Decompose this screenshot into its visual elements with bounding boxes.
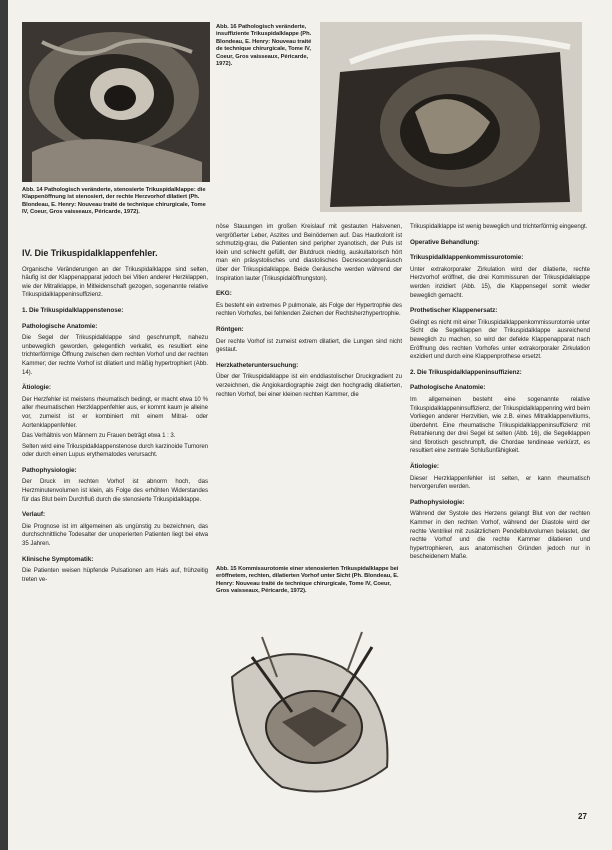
paragraph: Es besteht ein extremes P pulmonale, als Folge der Hypertrophie des rechten Vorhofes, bei fehlenden Zeichen der Rechtsherzhypertrophie.	[216, 301, 402, 318]
subheading: Ätiologie:	[410, 463, 439, 471]
figure-15-caption: Abb. 15 Kommissurotomie einer stenosierten Trikuspidalklappe bei eröffnetem, rechten, dilatierten Vorhof unter Sicht (Ph. Blondeau, E. Henry: Nouveau traité de technique chirurgicale, Tome IV, Coeur, Gros vaisseaux, Péricarde, 1972).	[216, 566, 399, 595]
paragraph: Im allgemeinen besteht eine sogenannte relative Trikuspidalklappeninsuffizienz, der Trikuspidalklappenring wird beim Vorliegen anderer Herzvitien, wie z.B. eines Mitralklappenvitiums, überdehnt. Eine rheumatische Trikuspidalklappeninsuffizienz mit Retrahierung der drei Segel ist selten (Abb. 16), die Segelklappen sind fibrotisch geschrumpft, die Chordae tendineae verkürzt, es resultiert eine zentrale Schlußunfähigkeit.	[410, 395, 590, 455]
paragraph: Die Prognose ist im allgemeinen als ungünstig zu bezeichnen, das durchschnittliche Todesalter der unoperierten Patienten liegt bei etwa 35 Jahren.	[22, 522, 208, 548]
figure-16-caption: Abb. 16 Pathologisch veränderte, insuffiziente Trikuspidalklappe (Ph. Blondeau, E. Henry: Nouveau traité de technique chirurgicale, Tome IV, Coeur, Gros vaisseaux, Péricarde, 1972).	[216, 24, 312, 68]
paragraph: Unter extrakorporaler Zirkulation wird der dilatierte, rechte Herzvorhof eröffnet, die drei Kommissuren der Trikuspidalklappe werden inzidiert (Abb. 15), die Klappensegel somit wieder beweglich gemacht.	[410, 265, 590, 299]
paragraph: Selten wird eine Trikuspidalklappenstenose durch karzinoide Tumoren oder durch einen Lupus erythematodes verursacht.	[22, 442, 208, 459]
paragraph: Organische Veränderungen an der Trikuspidalklappe sind selten, häufig ist der Klappenapparat jedoch bei Vitien anderer Herzklappen, wie der Mitralklappe, in Mitleidenschaft gezogen, sogenannte relative Trikuspidalklappeninsuffizienz.	[22, 265, 208, 299]
subheading: Verlauf:	[22, 511, 46, 519]
subheading: Operative Behandlung:	[410, 238, 480, 246]
subheading: Klinische Symptomatik:	[22, 555, 94, 563]
subheading: Pathophysiologie:	[22, 466, 77, 474]
subheading: Röntgen:	[216, 325, 244, 333]
paragraph: Der Herzfehler ist meistens rheumatisch bedingt, er macht etwa 10 % aller rheumatischen Herzklappenfehler aus, er kommt kaum je alleine vor, zumeist ist er kombiniert mit einem Mitral- oder Aortenklappenfehler.	[22, 395, 208, 429]
figure-14-caption: Abb. 14 Pathologisch veränderte, stenosierte Trikuspidalklappe: die Klappenöffnung ist stenosiert, der rechte Herzvorhof dilatiert (Ph. Blondeau, E. Henry: Nouveau traité de technique chirurgicale, Tome IV, Coeur, Gros vaisseaux, Péricarde, 1972).	[22, 187, 206, 216]
subheading: EKG:	[216, 290, 232, 298]
subheading: Prothetischer Klappenersatz:	[410, 307, 498, 315]
subheading: Ätiologie:	[22, 384, 51, 392]
stenosed-valve-image	[22, 22, 210, 182]
commissurotomy-drawing	[222, 617, 404, 807]
subheading: Pathologische Anatomie:	[410, 384, 486, 392]
figure-15-illustration	[222, 617, 404, 807]
column-1	[22, 243, 208, 586]
paragraph: Die Segel der Trikuspidalklappe sind geschrumpft, nahezu unbeweglich geworden, gelegentlich verkalkt, es resultiert eine trichterförmige Öffnung zwischen dem rechten Vorhof und der rechten Kammer; der rechte Vorhof ist dilatiert und mäßig hypertrophiert (Abb. 14).	[22, 334, 208, 376]
paragraph: Die Patienten weisen hüpfende Pulsationen am Hals auf, frühzeitig treten ve-	[22, 567, 208, 583]
figure-14-photo	[22, 22, 210, 182]
subheading: 1. Die Trikuspidalklappenstenose:	[22, 306, 124, 314]
column-2	[216, 223, 402, 401]
subheading: Trikuspidalklappenkommissurotomie:	[410, 254, 524, 262]
paragraph: Der Druck im rechten Vorhof ist abnorm hoch, das Herzminutenvolumen ist klein, als Folge des erhöhten Widerstandes für das Blut beim Durchfluß durch die stenosierte Trikuspidalklappe.	[22, 478, 208, 503]
paragraph: Über der Trikuspidalklappe ist ein enddiastolischer Druckgradient zu verzeichnen, die Angiokardiographie zeigt den hochgradig dilatierten, rechten Vorhof, bei einer kleinen rechten Kammer, die	[216, 373, 402, 398]
section-title: IV. Die Trikuspidalklappenfehler.	[22, 248, 158, 258]
subheading: Pathologische Anatomie:	[22, 322, 98, 330]
column-3	[410, 223, 590, 564]
paragraph: Das Verhältnis von Männern zu Frauen beträgt etwa 1 : 3.	[22, 432, 176, 440]
paragraph: Trikuspidalklappe ist wenig beweglich und trichterförmig eingeengt.	[410, 223, 588, 230]
page-number: 27	[578, 812, 587, 821]
figure-16-photo	[320, 22, 582, 212]
paragraph: Gelingt es nicht mit einer Trikuspidalklappenkommissurotomie unter Sicht die Segelklappen der Trikuspidalklappe ausreichend beweglich zu machen, so wird der defekte Klappenapparat nach Eröffnung des rechten Vorhofes unter extrakorporaler Zirkulation exzidiert und durch eine Klappenprothese ersetzt.	[410, 318, 590, 361]
paragraph: nöse Stauungen im großen Kreislauf mit gestauten Halsvenen, vergrößerter Leber, Aszites und Beinödemen auf. Das Hautkolorit ist schmutzig-grau, die Patienten sind peripher zyanotisch, der Puls ist klein und schlecht gefüllt, der Blutdruck niedrig, auskultatorisch hört man ein präsystolisches und diastolisches Decrescendogeräusch über der Trikuspidalklappe. Beide Geräusche werden während der Inspiration lauter (Trikuspidalöffnungston).	[216, 223, 402, 282]
insufficient-valve-image	[320, 22, 582, 212]
subheading: 2. Die Trikuspidalklappeninsuffizienz:	[410, 368, 522, 376]
paragraph: Während der Systole des Herzens gelangt Blut von der rechten Kammer in den rechten Vorhof, während der Diastole wird der rechte Ventrikel mit zusätzlichem Pendelblutvolumen belastet, der rechte Vorhof und die rechte Kammer dilatieren und hypertrophieren, aus anatomischen Gründen jedoch nur in bescheidenem Maße.	[410, 510, 590, 561]
subheading: Herzkatheteruntersuchung:	[216, 361, 299, 369]
paragraph: Dieser Herzklappenfehler ist selten, er kann rheumatisch hervorgerufen werden.	[410, 474, 590, 491]
paragraph: Der rechte Vorhof ist zumeist extrem dilatiert, die Lungen sind nicht gestaut.	[216, 337, 402, 354]
subheading: Pathophysiologie:	[410, 498, 465, 506]
page-edge-shadow	[0, 0, 8, 850]
